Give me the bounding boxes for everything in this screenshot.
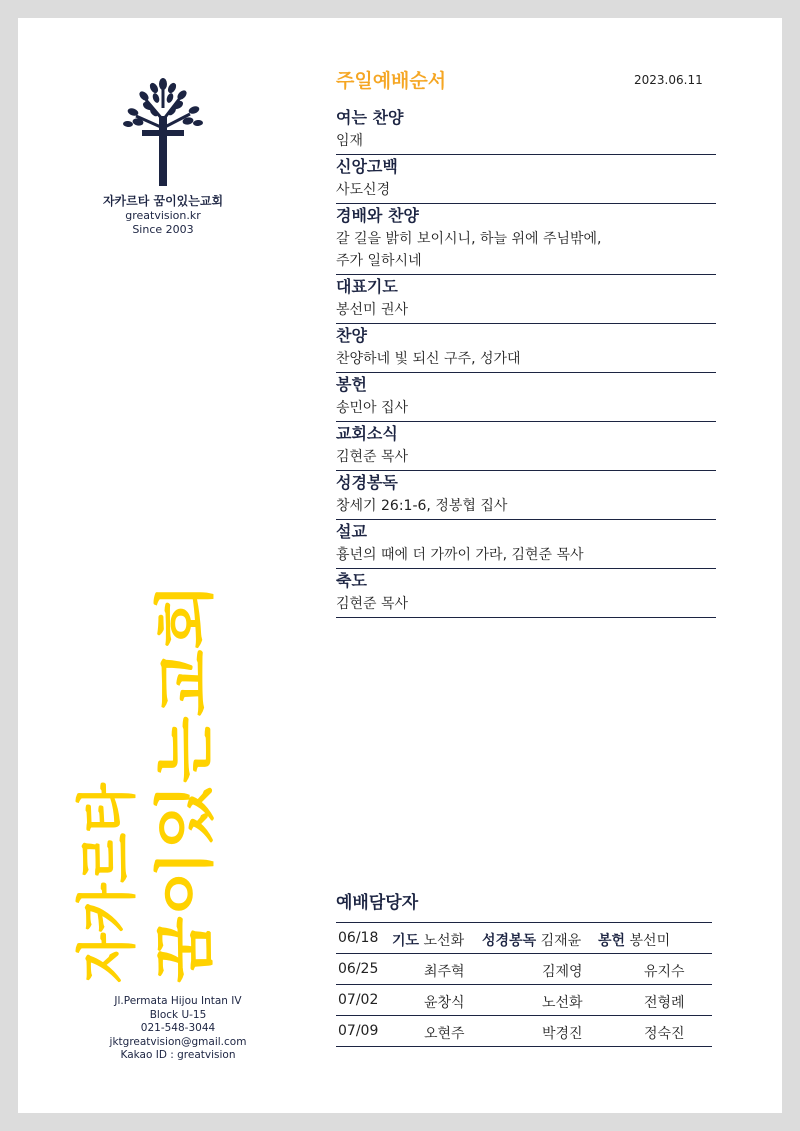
staff-prayer: 최주혁 bbox=[424, 964, 465, 980]
staff-row bbox=[336, 954, 712, 985]
staff-offering: 유지수 bbox=[644, 964, 685, 980]
order-item-title: 성경봉독 bbox=[336, 473, 398, 492]
order-item bbox=[336, 520, 716, 569]
order-item-desc: 송민아 집사 bbox=[336, 400, 409, 416]
order-date: 2023.06.11 bbox=[634, 73, 703, 87]
order-item-title: 여는 찬양 bbox=[336, 108, 404, 127]
order-title: 주일예배순서 bbox=[336, 70, 447, 92]
order-item-desc: 주가 일하시네 bbox=[336, 253, 422, 269]
address-line2: Block U-15 bbox=[149, 1008, 207, 1021]
order-item-desc: 흉년의 때에 더 가까이 가라, 김현준 목사 bbox=[336, 547, 584, 563]
staff-offering-value: 봉선미 bbox=[629, 933, 671, 949]
order-item-title: 경배와 찬양 bbox=[336, 206, 419, 225]
staff-date: 07/02 bbox=[338, 992, 379, 1008]
vertical-title-line1: 자카르타 bbox=[73, 751, 143, 983]
vertical-title-line2: 꿈이있는교회 bbox=[151, 635, 221, 983]
email: jktgreatvision@gmail.com bbox=[109, 1035, 247, 1048]
order-item bbox=[336, 155, 716, 204]
order-item bbox=[336, 373, 716, 422]
order-item-desc: 창세기 26:1-6, 정봉협 집사 bbox=[336, 498, 508, 514]
staff-offering: 정숙진 bbox=[644, 1026, 685, 1042]
kakao-id: Kakao ID : greatvision bbox=[120, 1049, 236, 1061]
staff-row bbox=[336, 923, 712, 954]
order-item bbox=[336, 106, 716, 155]
since-label: Since 2003 bbox=[132, 223, 194, 236]
staff-prayer: 윤창식 bbox=[424, 995, 465, 1011]
staff-prayer: 오현주 bbox=[424, 1026, 465, 1042]
phone: 021-548-3044 bbox=[140, 1022, 216, 1034]
staff-reading-label: 성경봉독 bbox=[482, 933, 537, 949]
order-item bbox=[336, 204, 716, 275]
order-item-title: 신앙고백 bbox=[336, 157, 398, 176]
order-item-desc: 임재 bbox=[336, 133, 364, 149]
order-item bbox=[336, 422, 716, 471]
order-item-desc: 찬양하네 빛 되신 구주, 성가대 bbox=[336, 351, 521, 367]
order-item bbox=[336, 569, 716, 618]
staff-reading: 김제영 bbox=[542, 964, 583, 980]
order-item-title: 봉헌 bbox=[336, 375, 367, 394]
vertical-title-graphic bbox=[48, 563, 268, 1003]
order-item bbox=[336, 275, 716, 324]
order-item-desc: 사도신경 bbox=[336, 182, 391, 198]
address-line1: Jl.Permata Hijou Intan IV bbox=[114, 995, 242, 1007]
order-item bbox=[336, 324, 716, 373]
order-item-title: 찬양 bbox=[336, 326, 367, 345]
order-item-title: 설교 bbox=[336, 522, 367, 541]
staff-reading: 노선화 bbox=[542, 995, 583, 1011]
staff-offering-label: 봉헌 bbox=[598, 933, 626, 949]
staff-offering bbox=[598, 930, 670, 950]
order-item-desc: 김현준 목사 bbox=[336, 449, 409, 465]
church-logo bbox=[88, 78, 238, 237]
tree-cross-icon bbox=[118, 78, 208, 188]
staff-title: 예배담당자 bbox=[336, 893, 419, 913]
staff-reading bbox=[482, 930, 581, 950]
staff-reading-value: 김재윤 bbox=[540, 933, 582, 949]
staff-date: 06/25 bbox=[338, 961, 379, 977]
contact-info bbox=[78, 995, 278, 1063]
staff-prayer-label: 기도 bbox=[392, 933, 420, 949]
order-item-title: 축도 bbox=[336, 571, 367, 590]
website: greatvision.kr bbox=[125, 209, 201, 222]
order-item-desc: 김현준 목사 bbox=[336, 596, 409, 612]
order-item-title: 교회소식 bbox=[336, 424, 398, 443]
staff-row bbox=[336, 1016, 712, 1047]
order-item-desc: 봉선미 권사 bbox=[336, 302, 409, 318]
order-list bbox=[336, 106, 716, 618]
staff-reading: 박경진 bbox=[542, 1026, 583, 1042]
order-item bbox=[336, 471, 716, 520]
staff-table bbox=[336, 922, 712, 1047]
staff-row bbox=[336, 985, 712, 1016]
bulletin-page bbox=[18, 18, 782, 1113]
staff-prayer bbox=[392, 930, 464, 950]
church-name: 자카르타 꿈이있는교회 bbox=[102, 194, 224, 208]
order-item-title: 대표기도 bbox=[336, 277, 398, 296]
vertical-church-title bbox=[48, 563, 268, 1003]
staff-offering: 전형례 bbox=[644, 995, 685, 1011]
order-item-desc: 갈 길을 밝히 보이시니, 하늘 위에 주님밖에, bbox=[336, 231, 602, 247]
staff-prayer-value: 노선화 bbox=[423, 933, 465, 949]
staff-date: 06/18 bbox=[338, 930, 379, 946]
staff-date: 07/09 bbox=[338, 1023, 379, 1039]
